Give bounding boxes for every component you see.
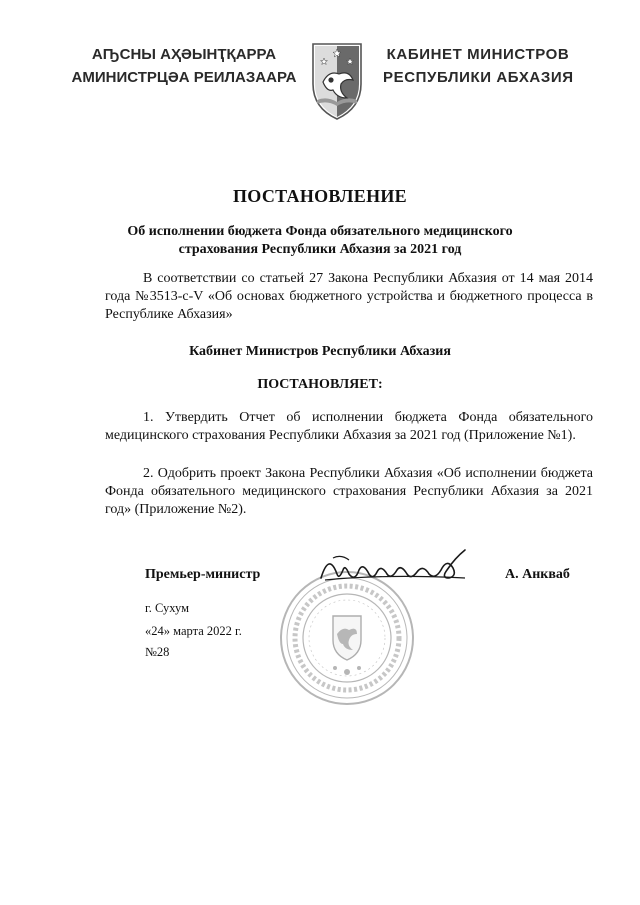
issue-city: г. Сухум (145, 601, 190, 615)
signatory-name: А. Анкваб (505, 567, 570, 582)
signatory-role: Премьер-министр (145, 567, 261, 582)
header-left-abkhaz (70, 43, 298, 89)
resolves-heading: ПОСТАНОВЛЯЕТ: (257, 377, 383, 392)
header-right-line1: КАБИНЕТ МИНИСТРОВ (386, 46, 570, 63)
resolution-item-2-text: 2. Одобрить проект Закона Республики Абхазия «Об исполнении бюджета Фонда обязательного медицинского страхования Республики Абхазия за 2021 год» (Приложение №2). (105, 466, 593, 517)
header-right-line2: РЕСПУБЛИКИ АБХАЗИЯ (383, 69, 574, 86)
document-title: ПОСТАНОВЛЕНИЕ (233, 186, 407, 206)
resolution-item-1 (105, 409, 593, 445)
basis-paragraph (105, 270, 593, 324)
issuer-heading: Кабинет Министров Республики Абхазия (189, 344, 451, 359)
document-subject: Об исполнении бюджета Фонда обязательного медицинского страхования Республики Абхазия за 2021 год (127, 224, 513, 257)
resolution-item-1-text: 1. Утвердить Отчет об исполнении бюджета Фонда обязательного медицинского страхования Республики Абхазия за 2021 год (Приложение №1). (105, 410, 593, 443)
basis-text: В соответствии со статьей 27 Закона Республики Абхазия от 14 мая 2014 года №3513-с-V «Об основах бюджетного устройства и бюджетного процесса в Республике Абхазия» (105, 271, 593, 322)
issue-date: «24» марта 2022 г. (145, 624, 242, 638)
header-left-line2: АМИНИСТРЦӘА РЕИЛАЗААРА (71, 69, 297, 86)
header-left-line1: АҦСНЫ АҲӘЫНҬҚАРРА (91, 46, 277, 63)
handwritten-signature-icon (315, 544, 475, 590)
document-number: №28 (145, 645, 170, 659)
resolution-item-2 (105, 465, 593, 519)
header-right-russian (383, 43, 573, 89)
abkhazia-coat-of-arms-icon (309, 40, 365, 122)
